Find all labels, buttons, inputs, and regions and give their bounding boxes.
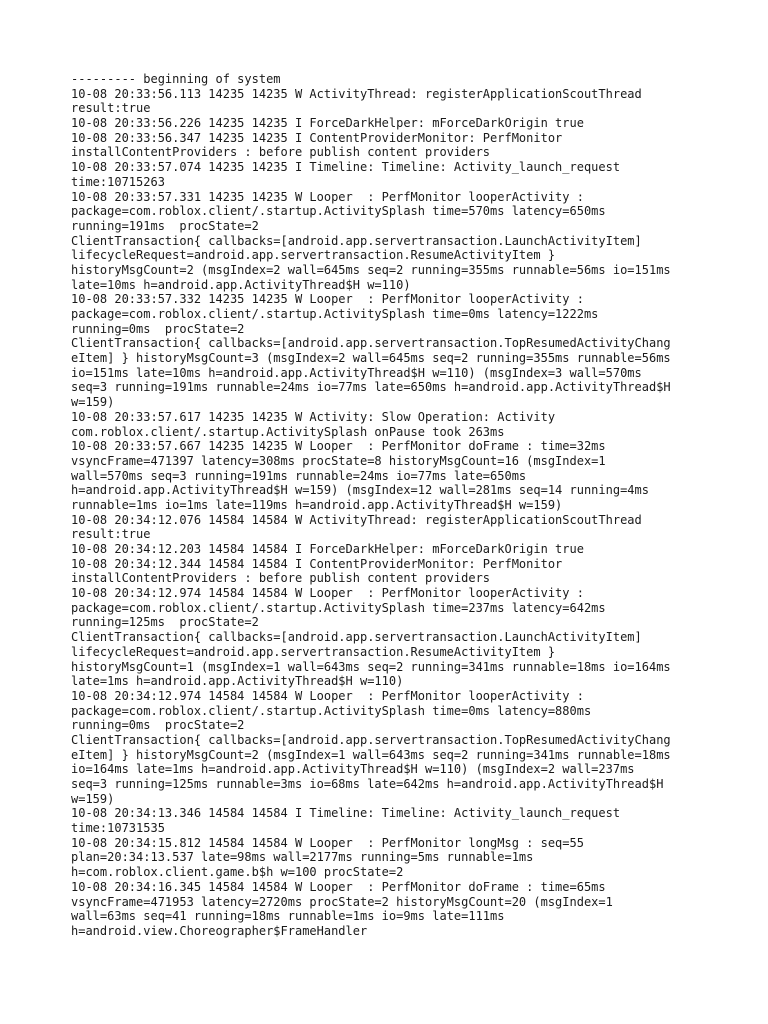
log-line: io=164ms late=1ms h=android.app.ActivityThread$H w=110) (msgIndex=2 wall=237ms bbox=[71, 762, 635, 777]
log-line: io=151ms late=10ms h=android.app.ActivityThread$H w=110) (msgIndex=3 wall=570ms bbox=[71, 365, 642, 380]
log-line: 10-08 20:33:56.347 14235 14235 I ContentProviderMonitor: PerfMonitor bbox=[71, 130, 563, 145]
log-line: running=0ms procState=2 bbox=[71, 718, 245, 733]
log-text bbox=[71, 72, 711, 939]
log-line: h=android.view.Choreographer$FrameHandler bbox=[71, 923, 368, 938]
log-line: installContentProviders : before publish content providers bbox=[71, 145, 491, 160]
log-line: eItem] } historyMsgCount=2 (msgIndex=1 wall=643ms seq=2 running=341ms runnable=18ms bbox=[71, 747, 671, 762]
log-line: package=com.roblox.client/.startup.ActivitySplash time=0ms latency=1222ms bbox=[71, 307, 599, 321]
log-line: 10-08 20:34:12.974 14584 14584 W Looper : PerfMonitor looperActivity : bbox=[71, 688, 584, 703]
log-line: com.roblox.client/.startup.ActivitySplash onPause took 263ms bbox=[71, 424, 505, 439]
log-line: running=191ms procState=2 bbox=[71, 218, 259, 233]
log-line: 10-08 20:33:57.332 14235 14235 W Looper : PerfMonitor looperActivity : bbox=[71, 292, 584, 307]
log-line: 10-08 20:34:16.345 14584 14584 W Looper : PerfMonitor doFrame : time=65ms bbox=[71, 879, 606, 894]
log-line: w=159) bbox=[71, 791, 115, 806]
log-line: late=1ms h=android.app.ActivityThread$H w=110) bbox=[71, 674, 404, 689]
log-line: vsyncFrame=471953 latency=2720ms procState=2 historyMsgCount=20 (msgIndex=1 bbox=[71, 894, 613, 909]
log-line: h=com.roblox.client.game.b$h w=100 procState=2 bbox=[71, 865, 404, 880]
log-line: lifecycleRequest=android.app.servertransaction.ResumeActivityItem } bbox=[71, 248, 556, 263]
log-line: h=android.app.ActivityThread$H w=159) (msgIndex=12 wall=281ms seq=14 running=4ms bbox=[71, 483, 649, 498]
log-line: seq=3 running=125ms runnable=3ms io=68ms late=642ms h=android.app.ActivityThread$H bbox=[71, 777, 664, 791]
log-line: late=10ms h=android.app.ActivityThread$H w=110) bbox=[71, 277, 411, 292]
log-line: w=159) bbox=[71, 395, 115, 410]
log-line: 10-08 20:34:13.346 14584 14584 I Timeline: Timeline: Activity_launch_request bbox=[71, 806, 621, 821]
log-line: historyMsgCount=2 (msgIndex=2 wall=645ms seq=2 running=355ms runnable=56ms io=151ms bbox=[71, 262, 671, 277]
log-line: 10-08 20:34:12.974 14584 14584 W Looper : PerfMonitor looperActivity : bbox=[71, 586, 584, 601]
log-line: 10-08 20:33:56.113 14235 14235 W ActivityThread: registerApplicationScoutThread bbox=[71, 86, 642, 101]
log-line: package=com.roblox.client/.startup.ActivitySplash time=570ms latency=650ms bbox=[71, 204, 606, 219]
log-line: installContentProviders : before publish content providers bbox=[71, 571, 491, 586]
log-line: 10-08 20:34:12.076 14584 14584 W ActivityThread: registerApplicationScoutThread bbox=[71, 512, 642, 527]
log-line: package=com.roblox.client/.startup.ActivitySplash time=237ms latency=642ms bbox=[71, 600, 606, 615]
log-line: historyMsgCount=1 (msgIndex=1 wall=643ms seq=2 running=341ms runnable=18ms io=164ms bbox=[71, 659, 671, 674]
log-line: 10-08 20:34:15.812 14584 14584 W Looper : PerfMonitor longMsg : seq=55 bbox=[71, 835, 584, 850]
log-line: vsyncFrame=471397 latency=308ms procState=8 historyMsgCount=16 (msgIndex=1 bbox=[71, 453, 606, 468]
log-line: package=com.roblox.client/.startup.ActivitySplash time=0ms latency=880ms bbox=[71, 703, 592, 718]
log-line: --------- beginning of system bbox=[71, 72, 281, 86]
log-line: runnable=1ms io=1ms late=119ms h=android.app.ActivityThread$H w=159) bbox=[71, 497, 563, 512]
log-line: 10-08 20:33:57.074 14235 14235 I Timeline: Timeline: Activity_launch_request bbox=[71, 160, 621, 175]
log-line: wall=63ms seq=41 running=18ms runnable=1ms io=9ms late=111ms bbox=[71, 909, 505, 924]
log-line: time:10731535 bbox=[71, 821, 165, 836]
log-line: wall=570ms seq=3 running=191ms runnable=24ms io=77ms late=650ms bbox=[71, 468, 527, 483]
log-line: time:10715263 bbox=[71, 174, 165, 189]
log-line: eItem] } historyMsgCount=3 (msgIndex=2 wall=645ms seq=2 running=355ms runnable=56ms bbox=[71, 351, 671, 366]
log-line: ClientTransaction{ callbacks=[android.app.servertransaction.LaunchActivityItem] bbox=[71, 233, 642, 248]
log-line: 10-08 20:33:57.617 14235 14235 W Activity: Slow Operation: Activity bbox=[71, 409, 556, 424]
log-line: 10-08 20:33:57.667 14235 14235 W Looper : PerfMonitor doFrame : time=32ms bbox=[71, 439, 606, 454]
log-line: 10-08 20:34:12.203 14584 14584 I ForceDarkHelper: mForceDarkOrigin true bbox=[71, 542, 584, 556]
log-line: lifecycleRequest=android.app.servertransaction.ResumeActivityItem } bbox=[71, 644, 556, 659]
log-line: ClientTransaction{ callbacks=[android.app.servertransaction.TopResumedActivityChang bbox=[71, 336, 671, 351]
log-line: 10-08 20:34:12.344 14584 14584 I ContentProviderMonitor: PerfMonitor bbox=[71, 556, 563, 571]
log-line: running=0ms procState=2 bbox=[71, 321, 245, 336]
log-line: seq=3 running=191ms runnable=24ms io=77ms late=650ms h=android.app.ActivityThread$H bbox=[71, 380, 671, 395]
log-line: plan=20:34:13.537 late=98ms wall=2177ms running=5ms runnable=1ms bbox=[71, 850, 534, 865]
log-line: 10-08 20:33:56.226 14235 14235 I ForceDarkHelper: mForceDarkOrigin true bbox=[71, 116, 584, 131]
log-line: running=125ms procState=2 bbox=[71, 615, 259, 630]
log-line: 10-08 20:33:57.331 14235 14235 W Looper : PerfMonitor looperActivity : bbox=[71, 189, 584, 204]
log-line: result:true bbox=[71, 101, 151, 116]
log-line: result:true bbox=[71, 527, 151, 542]
log-line: ClientTransaction{ callbacks=[android.app.servertransaction.TopResumedActivityChang bbox=[71, 732, 671, 747]
log-line: ClientTransaction{ callbacks=[android.app.servertransaction.LaunchActivityItem] bbox=[71, 630, 642, 645]
